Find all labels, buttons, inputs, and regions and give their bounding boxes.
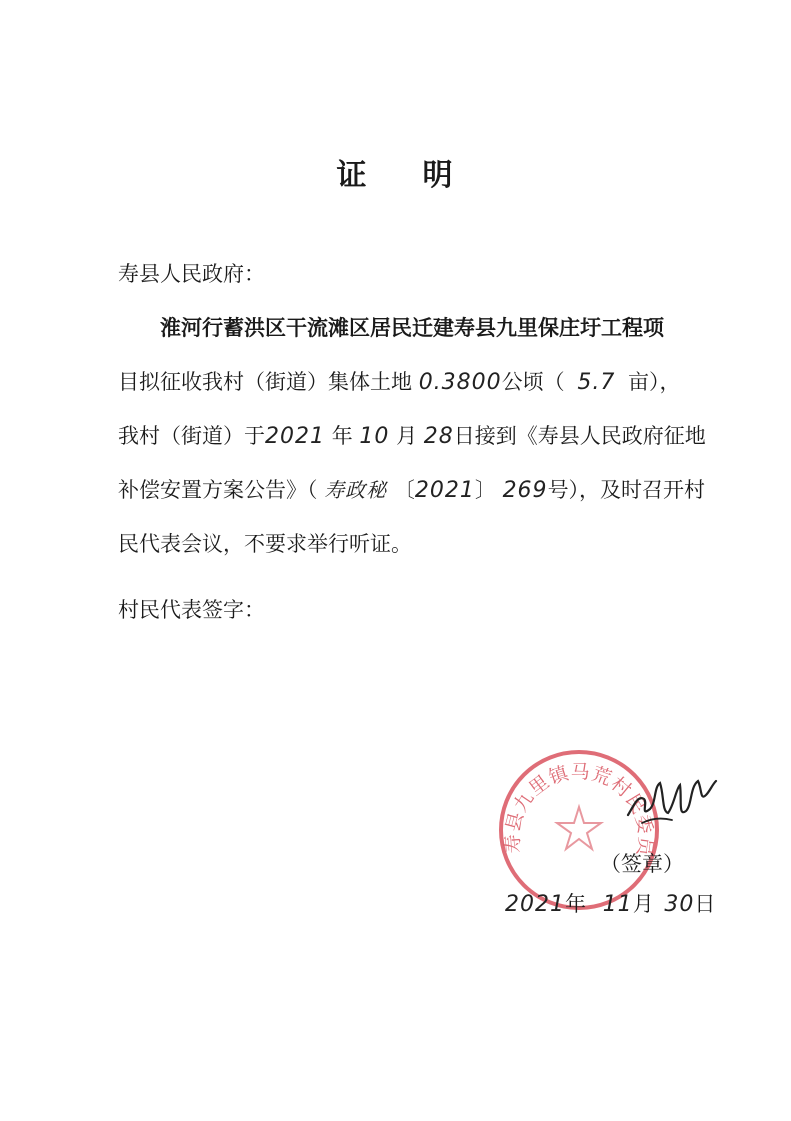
date-day-handwritten: 30	[664, 892, 695, 917]
paragraph-line-5	[118, 517, 698, 571]
handwritten-signature	[620, 765, 720, 835]
notice-year-handwritten: 2021	[265, 424, 325, 449]
line2-text-b: 公顷（	[501, 370, 565, 394]
line4-text-a: 补偿安置方案公告》（	[118, 478, 318, 502]
date-day-unit: 日	[694, 892, 716, 916]
notice-day-handwritten: 28	[423, 424, 454, 449]
area-mu-handwritten: 5.7	[577, 370, 616, 395]
page-title	[0, 150, 791, 194]
title-char-2: 明	[422, 158, 455, 193]
line2-text-c: 亩），	[628, 370, 681, 394]
line4-text-d: 号），及时召开村	[547, 478, 706, 502]
line2-text-a: 目拟征收我村（街道）集体土地	[118, 370, 412, 394]
line3-text-d: 日接到《寿县人民政府征地	[453, 424, 706, 448]
title-char-1: 证	[336, 158, 369, 193]
seal-text: 寿县九里镇马荒村民委员	[501, 761, 657, 859]
date-year-unit: 年	[565, 892, 586, 916]
doc-prefix-handwritten: 寿政秘	[324, 478, 388, 502]
line4-text-b: 〔	[393, 478, 415, 502]
area-hectares-handwritten: 0.3800	[418, 370, 502, 395]
paragraph-line-1-text: 淮河行蓄洪区干流滩区居民迁建寿县九里保庄圩工程项	[160, 315, 664, 340]
paragraph-line-4	[118, 463, 706, 517]
date-month-unit: 月	[632, 892, 654, 916]
date-month-handwritten: 11	[602, 892, 633, 917]
body-paragraph	[118, 301, 706, 571]
paragraph-line-2	[118, 355, 698, 409]
doc-year-handwritten: 2021	[414, 478, 475, 503]
line3-text-b: 年	[331, 424, 353, 448]
line3-text-c: 月	[396, 424, 418, 448]
paragraph-line-3	[118, 409, 706, 463]
paragraph-line-1	[118, 301, 698, 355]
paragraph-line-5-text: 民代表会议，不要求举行听证。	[118, 532, 412, 556]
notice-month-handwritten: 10	[359, 424, 390, 449]
signing-date	[505, 888, 715, 918]
representatives-signature-label: 村民代表签字：	[118, 598, 265, 622]
line3-text-a: 我村（街道）于	[118, 424, 265, 448]
addressee: 寿县人民政府：	[118, 262, 265, 286]
line4-text-c: 〕	[474, 478, 496, 502]
seal-label: （签章）	[600, 852, 684, 876]
doc-number-handwritten: 269	[502, 478, 548, 503]
date-year-handwritten: 2021	[505, 892, 565, 917]
